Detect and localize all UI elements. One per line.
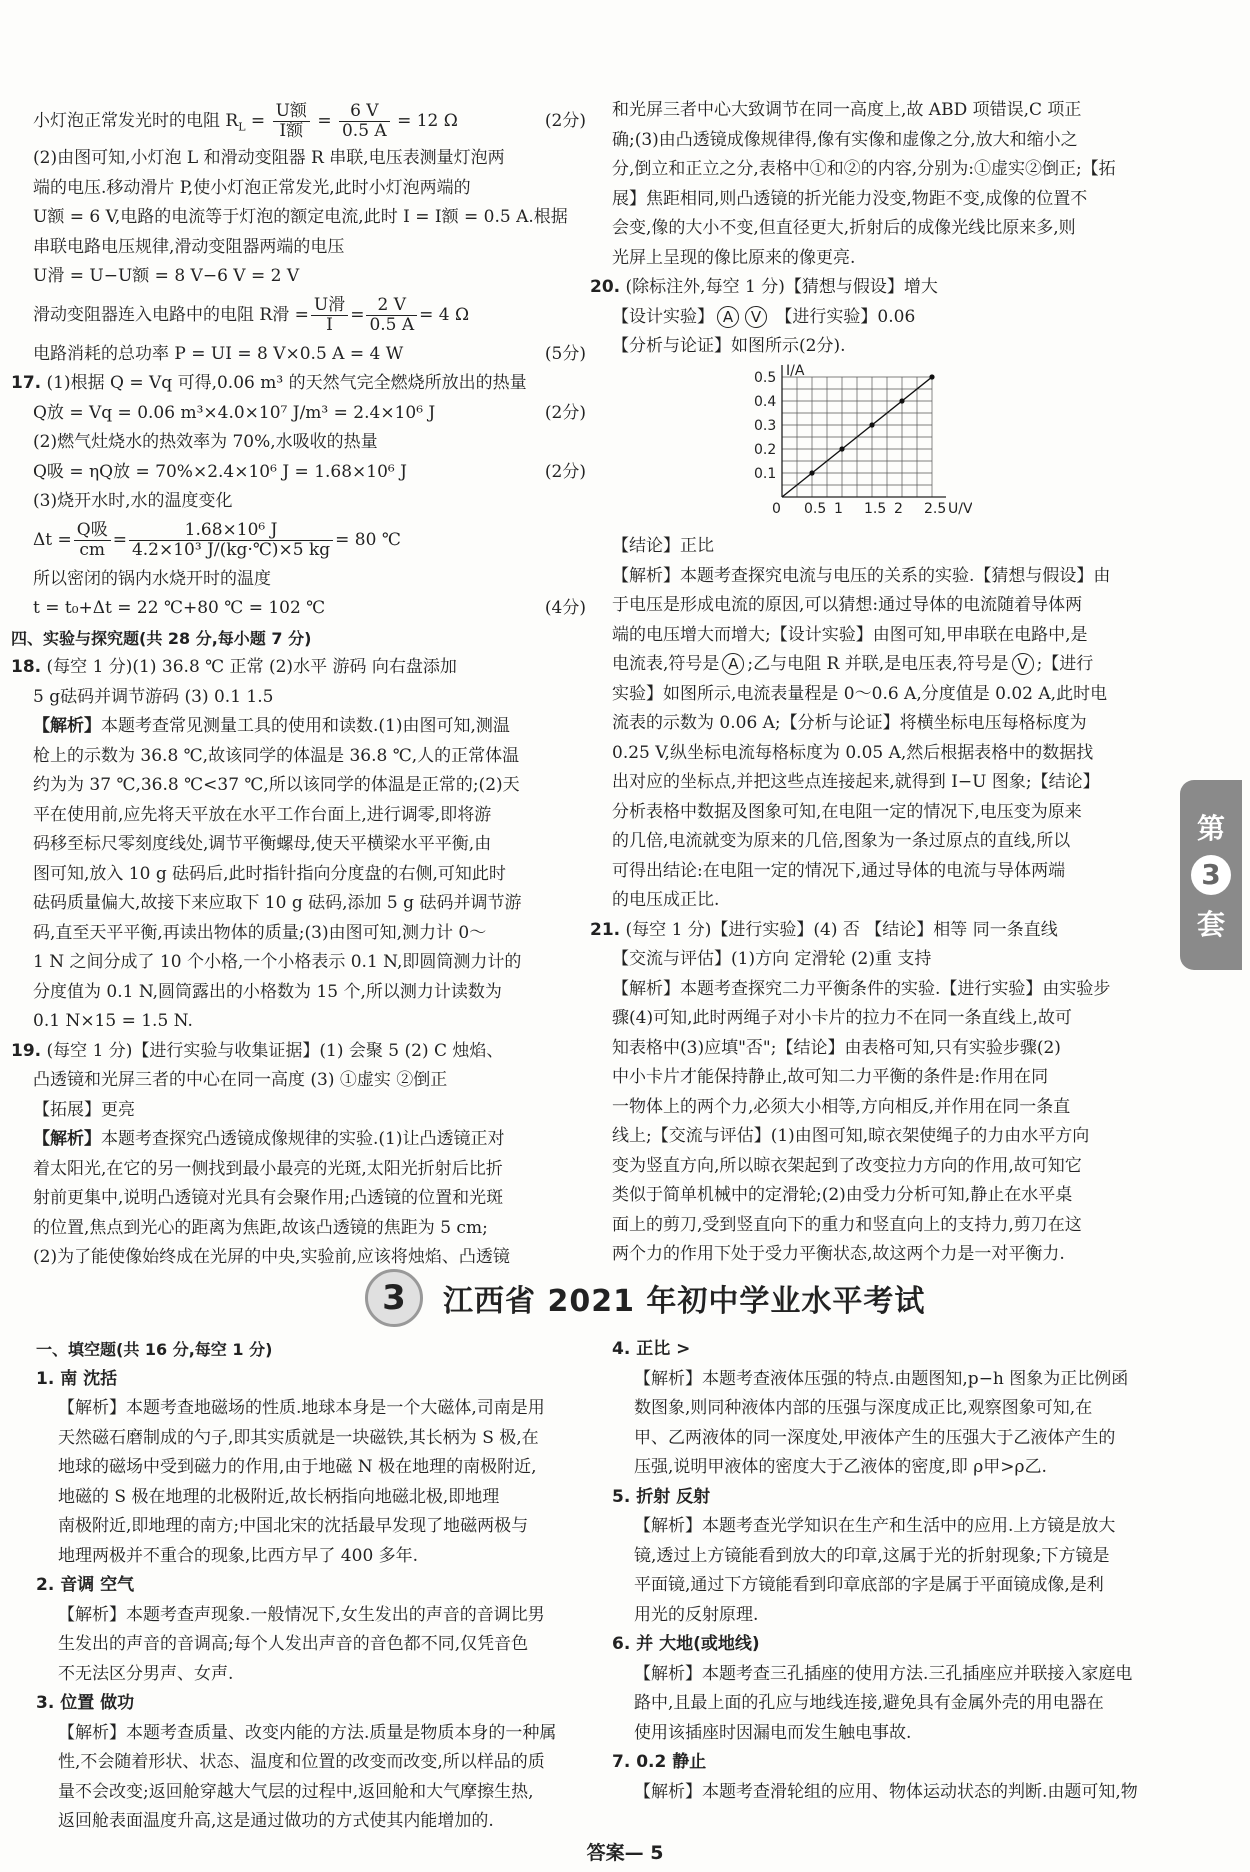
line — [33, 100, 586, 144]
line: 不无法区分男声、女声. — [58, 1663, 234, 1684]
score: (4分) — [544, 598, 586, 618]
line — [33, 1125, 586, 1155]
line — [33, 458, 586, 488]
line: 两个力的作用下处于受力平衡状态,故这两个力是一对平衡力. — [612, 1244, 1065, 1264]
line: 【解析】本题考查地磁场的性质.地球本身是一个大磁体,司南是用 — [58, 1398, 545, 1418]
answer-line: 3. 位置 做功 — [36, 1693, 135, 1713]
fraction — [129, 521, 333, 560]
line: 返回舱表面温度升高,这是通过做功的方式使其内能增加的. — [58, 1811, 494, 1831]
line: (2)为了能使像始终成在光屏的中央,实验前,应该将烛焰、凸透镜 — [33, 1247, 510, 1267]
line: 【解析】本题考查质量、改变内能的方法.质量是物质本身的一种属 — [58, 1722, 557, 1743]
bottom-right-column — [612, 1335, 1172, 1807]
text: (每空 1 分)【进行实验】(4) 否 【结论】相等 同一条直线 — [625, 919, 1058, 940]
line: 【解析】本题考查液体压强的特点.由题图知,p−h 图象为正比例函 — [634, 1368, 1129, 1389]
denominator: cm — [79, 540, 106, 560]
answer-line: 7. 0.2 静止 — [612, 1752, 707, 1772]
line: 使用该插座时因漏电而发生触电事故. — [634, 1722, 912, 1743]
line: 面上的剪刀,受到竖直向下的重力和竖直向上的支持力,剪刀在这 — [612, 1214, 1082, 1235]
numerator: 2 V — [366, 296, 417, 316]
line: 1 N 之间分成了 10 个小格,一个小格表示 0.1 N,即圆筒测力计的 — [33, 952, 522, 972]
line: 天然磁石磨制成的勺子,即其实质就是一块磁铁,其长柄为 S 极,在 — [58, 1427, 539, 1448]
line: 线上;【交流与评估】(1)由图可知,晾衣架使绳子的力由水平方向 — [612, 1126, 1090, 1146]
y-tick-label: 0.1 — [754, 465, 777, 482]
line: 的位置,焦点到光心的距离为焦距,故该凸透镜的焦距为 5 cm; — [33, 1217, 488, 1238]
line — [612, 650, 1172, 680]
line: 端的电压增大而增大;【设计实验】由图可知,甲串联在电路中,是 — [612, 624, 1088, 645]
ammeter-symbol-icon: A — [717, 306, 739, 328]
text: 电流表,符号是 — [612, 654, 720, 674]
line: 镜,透过上方镜能看到放大的印章,这属于光的折射现象;下方镜是 — [634, 1545, 1110, 1566]
line: 光屏上呈现的像比原来的像更亮. — [612, 247, 856, 268]
line — [33, 594, 586, 624]
fraction — [366, 296, 417, 335]
numerator: 1.68×10⁶ J — [129, 521, 333, 541]
line: 性,不会随着形状、状态、温度和位置的改变而改变,所以样品的质 — [58, 1752, 545, 1772]
text: 本题考查常见测量工具的使用和读数.(1)由图可知,测温 — [101, 716, 510, 736]
line: 5 g砝码并调节游码 (3) 0.1 1.5 — [33, 686, 274, 707]
text: (除标注外,每空 1 分)【猜想与假设】增大 — [625, 277, 938, 297]
side-tab-text: 第 — [1196, 812, 1225, 845]
line — [590, 916, 1172, 946]
line: 码移至标尺零刻度线处,调节平衡螺母,使天平横梁水平平衡,由 — [33, 834, 492, 854]
fraction — [339, 102, 390, 141]
text: (每空 1 分)【进行实验与收集证据】(1) 会聚 5 (2) C 烛焰、 — [46, 1040, 504, 1061]
x-tick-label: 1.5 — [864, 500, 887, 517]
text: (每空 1 分)(1) 36.8 ℃ 正常 (2)水平 游码 向右盘添加 — [46, 657, 457, 677]
line: 【解析】本题考查声现象.一般情况下,女生发出的声音的音调比男 — [58, 1604, 545, 1625]
line: 平面镜,通过下方镜能看到印章底部的字是属于平面镜成像,是利 — [634, 1575, 1104, 1595]
score: (2分) — [544, 111, 586, 132]
text: ;乙与电阻 R 并联,是电压表,符号是 — [747, 654, 1009, 674]
text: t = t₀+Δt = 22 ℃+80 ℃ = 102 ℃ — [33, 598, 326, 618]
text: = 12 Ω — [397, 111, 458, 132]
line: 数图象,则同种液体内部的压强与深度成正比,观察图象可知,在 — [634, 1398, 1093, 1418]
x-tick-label: 2.5 — [924, 500, 947, 517]
x-axis-label: U/V — [948, 500, 972, 517]
side-tab — [1180, 780, 1242, 970]
line: 的几倍,电流就变为原来的几倍,图象为一条过原点的直线,所以 — [612, 831, 1071, 851]
answer-line: 4. 正比 > — [612, 1339, 691, 1359]
line: 约为为 37 ℃,36.8 ℃<37 ℃,所以该同学的体温是正常的;(2)天 — [33, 775, 520, 795]
y-tick-label: 0.3 — [754, 417, 777, 434]
side-tab-number: 3 — [1191, 855, 1231, 895]
line: (3)烧开水时,水的温度变化 — [33, 491, 233, 511]
data-point — [839, 446, 844, 451]
x-tick-label: 0.5 — [804, 500, 827, 517]
score: (5分) — [544, 343, 586, 364]
line: 【解析】本题考查探究电流与电压的关系的实验.【猜想与假设】由 — [612, 565, 1111, 586]
line — [33, 712, 586, 742]
line: 可得出结论:在电阻一定的情况下,通过导体的电流与导体两端 — [612, 860, 1066, 881]
line: 展】焦距相同,则凸透镜的折光能力没变,物距不变,成像的位置不 — [612, 188, 1088, 209]
question-number: 21. — [590, 919, 621, 940]
text: Q吸 = ηQ放 = 70%×2.4×10⁶ J = 1.68×10⁶ J — [33, 461, 407, 482]
text: = — [350, 304, 365, 325]
line: 用光的反射原理. — [634, 1604, 759, 1625]
voltmeter-symbol-icon: V — [745, 306, 767, 328]
line: 的电压成正比. — [612, 890, 720, 910]
side-tab-text: 套 — [1196, 908, 1225, 941]
answer-line: 1. 南 沈括 — [36, 1368, 118, 1389]
score: (2分) — [544, 461, 586, 482]
y-tick-label: 0.5 — [754, 369, 777, 386]
line: 着太阳光,在它的另一侧找到最小最亮的光斑,太阳光折射后比折 — [33, 1158, 503, 1179]
text: 【设计实验】 — [612, 306, 714, 327]
denominator: I额 — [279, 121, 304, 142]
text: Q放 = Vq = 0.06 m³×4.0×10⁷ J/m³ = 2.4×10⁶ J — [33, 402, 436, 423]
right-column — [590, 96, 1172, 1270]
score: (2分) — [544, 402, 586, 423]
line: 地理两极并不重合的现象,比西方早了 400 多年. — [58, 1545, 419, 1566]
line: 一物体上的两个力,必须大小相等,方向相反,并作用在同一条直 — [612, 1096, 1071, 1117]
question-number: 20. — [590, 277, 621, 297]
line — [11, 369, 586, 399]
answer-line: 6. 并 大地(或地线) — [612, 1634, 760, 1654]
line — [33, 292, 586, 340]
banner-title: 江西省 2021 年初中学业水平考试 — [443, 1283, 926, 1319]
line: 【拓展】更亮 — [33, 1099, 135, 1120]
iu-chart — [752, 362, 972, 522]
text: = — [250, 111, 266, 132]
line: 地球的磁场中受到磁力的作用,由于地磁 N 极在地理的南极附近, — [58, 1457, 537, 1477]
tag: 【解析】 — [33, 1129, 101, 1149]
line: 图可知,放入 10 g 砝码后,此时指针指向分度盘的右侧,可知此时 — [33, 863, 506, 884]
line: 【分析与论证】如图所示(2分). — [612, 336, 846, 356]
text: 小灯泡正常发光时的电阻 R — [33, 111, 239, 132]
text: = 4 Ω — [419, 304, 470, 325]
line: 0.25 V,纵坐标电流每格标度为 0.05 A,然后根据表格中的数据找 — [612, 742, 1094, 763]
x-tick-label: 2 — [894, 500, 903, 517]
line: 路中,且最上面的孔应与地线连接,避免具有金属外壳的用电器在 — [634, 1693, 1104, 1713]
line: 南极附近,即地理的南方;中国北宋的沈括最早发现了地磁两极与 — [58, 1516, 529, 1536]
text: 【进行实验】0.06 — [775, 306, 916, 327]
data-point — [929, 374, 934, 379]
numerator: Q吸 — [74, 521, 111, 541]
answer-line: 2. 音调 空气 — [36, 1575, 135, 1595]
line: 凸透镜和光屏三者的中心在同一高度 (3) ①虚实 ②倒正 — [33, 1070, 448, 1090]
question-number: 18. — [11, 657, 42, 677]
line: 【解析】本题考查三孔插座的使用方法.三孔插座应并联接入家庭电 — [634, 1663, 1133, 1684]
line: 0.1 N×15 = 1.5 N. — [33, 1011, 193, 1031]
line: 类似于简单机械中的定滑轮;(2)由受力分析可知,静止在水平桌 — [612, 1185, 1073, 1205]
line: 地磁的 S 极在地理的北极附近,故长柄指向地磁北极,即地理 — [58, 1486, 500, 1507]
line: 所以密闭的锅内水烧开时的温度 — [33, 568, 271, 589]
page-footer: 答案— 5 — [586, 1842, 664, 1864]
line: 流表的示数为 0.06 A;【分析与论证】将横坐标电压每格标度为 — [612, 713, 1087, 733]
line: 骤(4)可知,此时两绳子对小卡片的拉力不在同一条直线上,故可 — [612, 1008, 1072, 1028]
text: L — [238, 120, 246, 134]
voltmeter-symbol-icon: V — [1012, 653, 1034, 675]
line: 砝码质量偏大,故接下来应取下 10 g 砝码,添加 5 g 砝码并调节游 — [33, 893, 522, 913]
line: 射前更集中,说明凸透镜对光具有会聚作用;凸透镜的位置和光斑 — [33, 1188, 504, 1208]
line — [590, 273, 1172, 303]
text: 本题考查探究凸透镜成像规律的实验.(1)让凸透镜正对 — [101, 1129, 505, 1149]
data-point — [899, 398, 904, 403]
line: 压强,说明甲液体的密度大于乙液体的密度,即 ρ甲>ρ乙. — [634, 1457, 1047, 1477]
line — [33, 340, 586, 370]
y-axis-label: I/A — [786, 362, 805, 379]
section-heading: 一、填空题(共 16 分,每空 1 分) — [36, 1340, 273, 1359]
x-tick-label: 0 — [772, 500, 781, 517]
section-heading: 四、实验与探究题(共 28 分,每小题 7 分) — [11, 628, 312, 648]
question-number: 19. — [11, 1040, 42, 1061]
line: 【结论】正比 — [612, 536, 714, 556]
tag: 【解析】 — [33, 716, 101, 736]
line: 分度值为 0.1 N,圆筒露出的小格数为 15 个,所以测力计读数为 — [33, 981, 502, 1002]
line — [33, 517, 586, 565]
line: 甲、乙两液体的同一深度处,甲液体产生的压强大于乙液体产生的 — [634, 1427, 1116, 1448]
numerator: 6 V — [339, 102, 390, 122]
line: 端的电压.移动滑片 P,使小灯泡正常发光,此时小灯泡两端的 — [33, 177, 471, 198]
denominator: 4.2×10³ J/(kg·℃)×5 kg — [131, 540, 331, 560]
numerator: U额 — [273, 102, 310, 122]
line: (2)由图可知,小灯泡 L 和滑动变阻器 R 串联,电压表测量灯泡两 — [33, 148, 505, 168]
line: 平在使用前,应先将天平放在水平工作台面上,进行调零,即将游 — [33, 804, 492, 825]
x-tick-label: 1 — [834, 500, 843, 517]
data-point — [869, 422, 874, 427]
line: 【交流与评估】(1)方向 定滑轮 (2)重 支持 — [612, 949, 932, 969]
line — [612, 303, 1172, 333]
line: U额 = 6 V,电路的电流等于灯泡的额定电流,此时 I = I额 = 0.5 A.根据 — [33, 207, 568, 227]
answer-line: 5. 折射 反射 — [612, 1486, 711, 1507]
line: 确;(3)由凸透镜成像规律得,像有实像和虚像之分,放大和缩小之 — [612, 129, 1078, 150]
data-point — [809, 470, 814, 475]
text: ;【进行 — [1036, 654, 1094, 674]
line: 枪上的示数为 36.8 ℃,故该同学的体温是 36.8 ℃,人的正常体温 — [33, 745, 520, 766]
y-tick-label: 0.4 — [754, 393, 777, 410]
bottom-left-column — [36, 1335, 596, 1837]
line: 【解析】本题考查探究二力平衡条件的实验.【进行实验】由实验步 — [612, 978, 1111, 999]
line: 和光屏三者中心大致调节在同一高度上,故 ABD 项错误,C 项正 — [612, 100, 1082, 120]
line — [11, 1037, 586, 1067]
denominator: 0.5 A — [341, 121, 387, 142]
question-number: 17. — [11, 373, 42, 393]
fraction — [311, 296, 348, 335]
line: 出对应的坐标点,并把这些点连接起来,就得到 I−U 图象;【结论】 — [612, 772, 1100, 792]
fraction — [273, 102, 310, 141]
line: 串联电路电压规律,滑动变阻器两端的电压 — [33, 236, 345, 257]
section-banner — [365, 1270, 925, 1325]
line: 中小卡片才能保持静止,故可知二力平衡的条件是:作用在同 — [612, 1067, 1049, 1087]
line — [33, 399, 586, 429]
text: (1)根据 Q = Vq 可得,0.06 m³ 的天然气完全燃烧所放出的热量 — [46, 373, 527, 393]
text: = — [112, 529, 127, 550]
text: 滑动变阻器连入电路中的电阻 R滑 = — [33, 304, 309, 325]
text: 电路消耗的总功率 P = UI = 8 V×0.5 A = 4 W — [33, 343, 404, 364]
line: 【解析】本题考查滑轮组的应用、物体运动状态的判断.由题可知,物 — [634, 1781, 1138, 1802]
line: 分,倒立和正立之分,表格中①和②的内容,分别为:①虚实②倒正;【拓 — [612, 159, 1116, 179]
line: U滑 = U−U额 = 8 V−6 V = 2 V — [33, 266, 300, 286]
fraction — [74, 521, 111, 560]
line: 变为竖直方向,所以晾衣架起到了改变拉力方向的作用,故可知它 — [612, 1155, 1082, 1176]
text: = — [317, 111, 332, 132]
denominator: 0.5 A — [369, 315, 415, 335]
line: 会变,像的大小不变,但直径更大,折射后的成像光线比原来多,则 — [612, 218, 1076, 238]
line: 码,直至天平平衡,再读出物体的质量;(3)由图可知,测力计 0～ — [33, 922, 487, 943]
text: = 80 ℃ — [335, 529, 401, 550]
line: 实验】如图所示,电流表量程是 0～0.6 A,分度值是 0.02 A,此时电 — [612, 683, 1108, 704]
text: Δt = — [33, 529, 72, 550]
line: 分析表格中数据及图象可知,在电阻一定的情况下,电压变为原来 — [612, 801, 1082, 822]
line: (2)燃气灶烧水的热效率为 70%,水吸收的热量 — [33, 432, 378, 452]
banner-number-badge: 3 — [365, 1269, 423, 1327]
line: 于电压是形成电流的原因,可以猜想:通过导体的电流随着导体两 — [612, 595, 1083, 615]
line: 知表格中(3)应填"否";【结论】由表格可知,只有实验步骤(2) — [612, 1037, 1061, 1058]
line: 生发出的声音的音调高;每个人发出声音的音色都不同,仅凭音色 — [58, 1634, 529, 1654]
line — [11, 653, 586, 683]
denominator: I — [326, 315, 333, 335]
line: 【解析】本题考查光学知识在生产和生活中的应用.上方镜是放大 — [634, 1516, 1116, 1536]
y-tick-label: 0.2 — [754, 441, 777, 458]
line: 量不会改变;返回舱穿越大气层的过程中,返回舱和大气摩擦生热, — [58, 1781, 534, 1802]
numerator: U滑 — [311, 296, 348, 316]
left-column — [11, 100, 586, 1273]
ammeter-symbol-icon: A — [722, 653, 744, 675]
